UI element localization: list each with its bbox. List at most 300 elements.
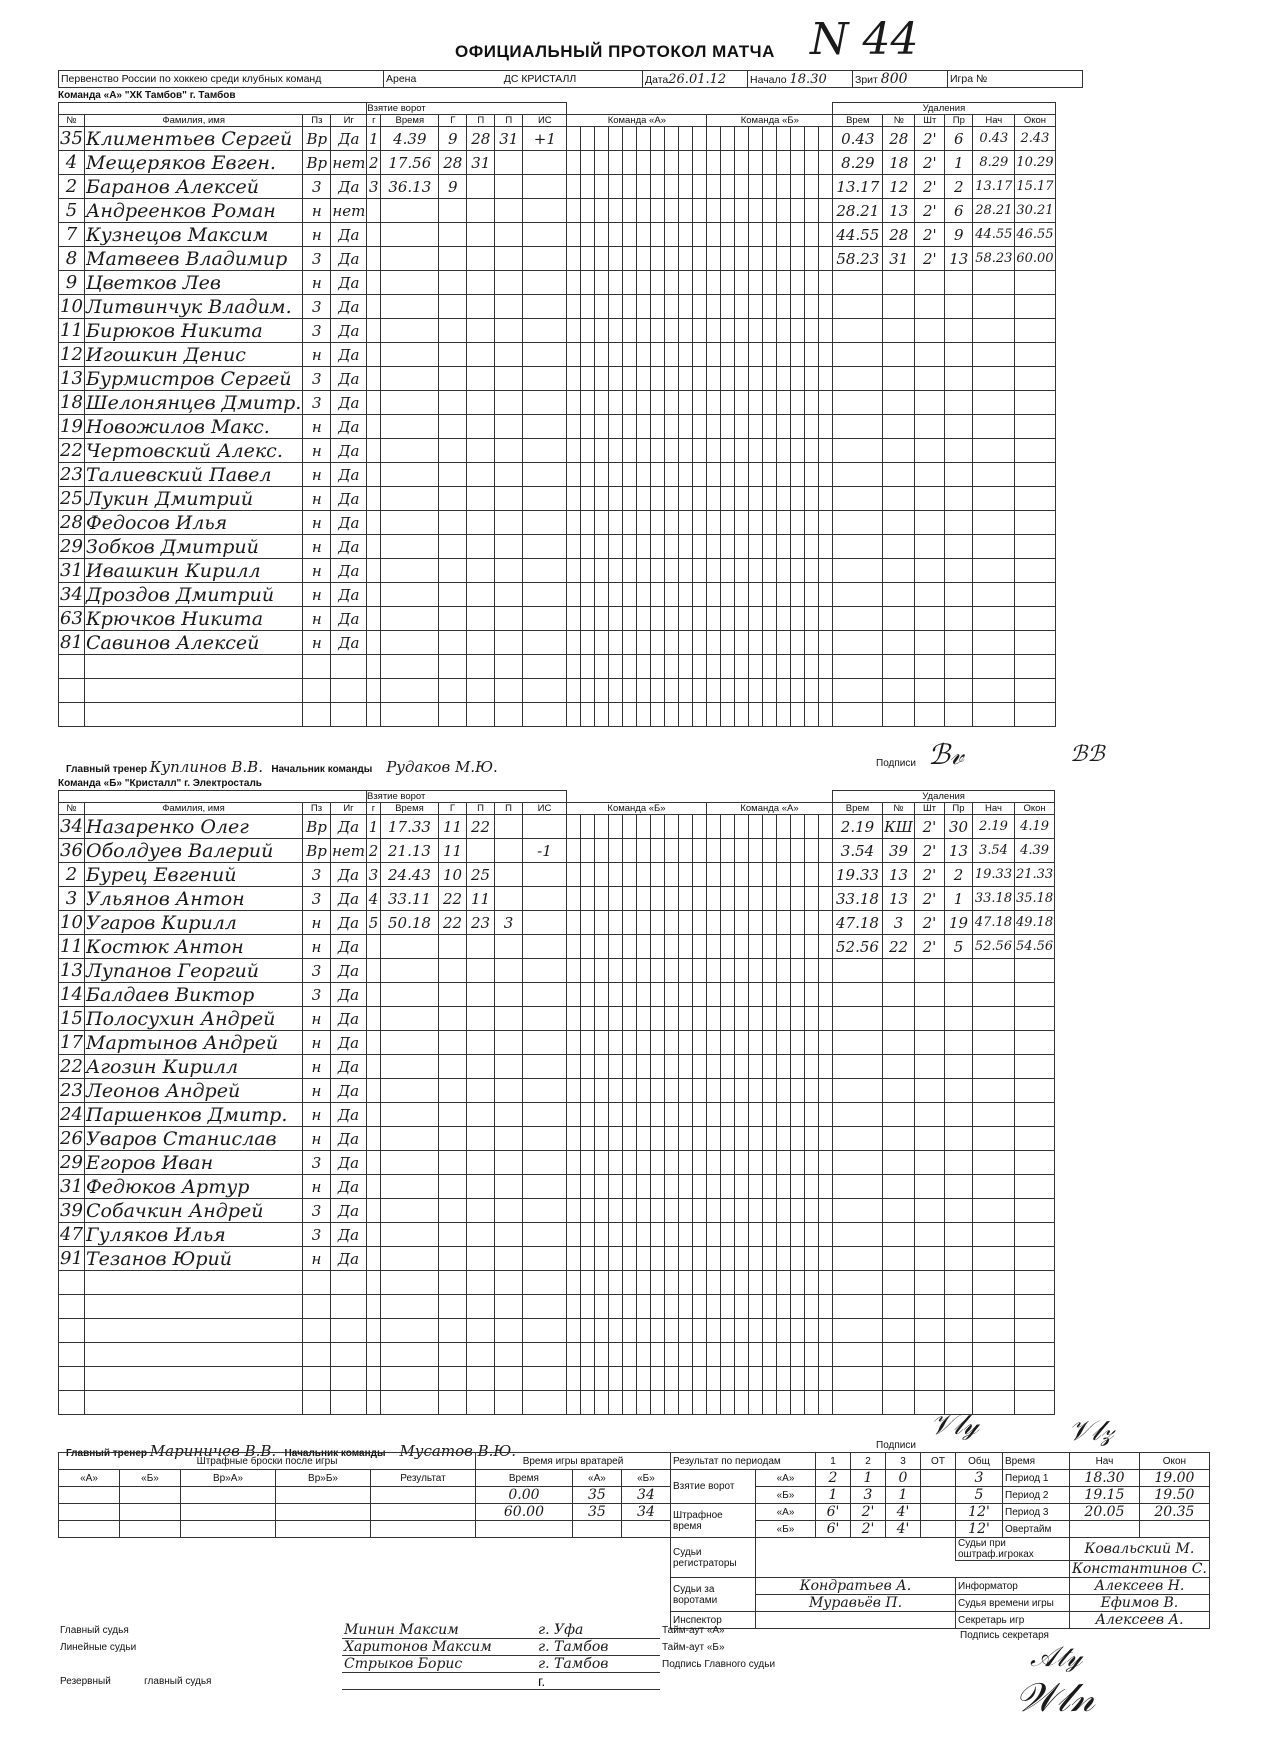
player-number: 19 [60,416,83,437]
team-b-col-G: Г [438,803,466,815]
penalty-reason: 1 [945,151,973,175]
goal-situation [523,175,567,199]
penalty-player [882,1055,914,1079]
player-position: н [303,223,331,247]
player-name [85,655,303,679]
goal-assist-1 [466,1199,494,1223]
penalty-player [882,1367,914,1391]
player-plays: Да [331,959,367,983]
goal-index [366,1031,380,1055]
player-position: н [303,1103,331,1127]
goal-scorer [439,343,467,367]
penalty-player [883,367,915,391]
player-name: Мещеряков Евген. [85,151,303,175]
player-name: Цветков Лев [85,271,303,295]
penalty-start: 2.19 [972,815,1014,839]
player-number: 8 [59,247,85,271]
goal-assist-2 [494,935,522,959]
goal-time [381,607,439,631]
goal-assist-2 [495,271,523,295]
team-b-row [59,1319,1055,1343]
team-b-col-plays: Иг [331,803,367,815]
player-number: 7 [59,223,85,247]
player-name: Климентьев Сергей [85,127,303,151]
team-b-chief: Мусатов В.Ю. [399,1442,517,1460]
goal-index: 3 [366,863,380,887]
player-number: 13 [60,368,83,389]
goal-time [380,1367,438,1391]
penalty-player [883,679,915,703]
goal-index [367,367,381,391]
penalty-judge-2: Константинов С. [1070,1561,1210,1578]
goal-index [367,535,381,559]
team-b-row [59,1079,1055,1103]
goal-assist-1 [467,679,495,703]
penalty-end: 15.17 [1015,175,1055,199]
penalty-minutes: 2' [914,911,944,935]
goal-situation [522,863,566,887]
player-number: 11 [60,320,83,341]
goal-assist-1 [466,983,494,1007]
gk-row-2-time: 60.00 [476,1504,573,1521]
penalty-time [832,1343,882,1367]
penalty-reason [945,583,973,607]
player-name: Ульянов Антон [85,887,303,911]
goal-time [381,439,439,463]
penalty-reason: 6 [945,127,973,151]
penalty-player [882,1319,914,1343]
goal-scorer [439,199,467,223]
goal-situation [523,655,567,679]
team-a-col-plays: Иг [331,115,367,127]
team-a-chief: Рудаков М.Ю. [386,758,498,776]
team-b-row [59,863,1055,887]
goal-scorer [438,1367,466,1391]
goal-assist-2 [495,655,523,679]
goal-time [380,1055,438,1079]
goal-time [380,983,438,1007]
goal-index [366,959,380,983]
player-number: 2 [59,175,85,199]
goal-time [381,391,439,415]
penalty-player [883,703,915,727]
player-plays: Да [331,935,367,959]
player-plays: Да [331,511,367,535]
player-position: н [303,511,331,535]
penalty-start [973,655,1015,679]
goal-time [380,1175,438,1199]
goal-scorer [439,487,467,511]
penalty-start [973,583,1015,607]
player-position: н [303,343,331,367]
summary-table [58,1452,1210,1629]
player-plays [331,655,367,679]
penalty-time [833,559,883,583]
team-a-col-pen-no: № [883,115,915,127]
player-number: 81 [60,632,83,653]
goal-assist-2 [495,319,523,343]
penalty-minutes [914,1151,944,1175]
penalty-start [972,1295,1014,1319]
referees-table [58,1622,814,1690]
player-number: 39 [60,1200,83,1221]
team-a-signature-2: ℬℬ [1070,742,1105,767]
goal-assist-2 [494,1343,522,1367]
penalty-reason [945,295,973,319]
player-position: 3 [303,863,331,887]
penalty-minutes: 2' [915,175,945,199]
goals-a-p2: 1 [851,1470,886,1487]
goal-situation [522,1175,566,1199]
penalty-end [1014,1319,1054,1343]
goal-assist-1 [466,959,494,983]
goal-scorer [438,1271,466,1295]
team-b-label: Команда «Б» "Кристалл" г. Электросталь [58,778,262,789]
goal-scorer [438,1247,466,1271]
goal-assist-1 [467,583,495,607]
goal-assist-2 [495,607,523,631]
penalty-reason: 9 [945,223,973,247]
goal-time: 17.33 [380,815,438,839]
penalty-end [1015,367,1055,391]
penalty-minutes [914,1175,944,1199]
goals-a-ot [921,1470,956,1487]
penalty-start [973,511,1015,535]
penalty-end [1014,1199,1054,1223]
team-b-col-pen-end: Окон [1014,803,1054,815]
pim-b-p3: 4' [886,1521,921,1538]
secretary-signature-label: Подпись секретаря [960,1630,1049,1641]
penalty-minutes [914,959,944,983]
penalty-minutes: 2' [915,199,945,223]
penalty-minutes [914,1319,944,1343]
penalty-minutes [914,1103,944,1127]
goal-situation [522,1319,566,1343]
goal-situation [522,1367,566,1391]
goal-index: 1 [366,815,380,839]
player-plays: Да [331,983,367,1007]
player-number: 3 [59,887,85,911]
goal-scorer [439,583,467,607]
referee-signature: 𝒲𝓁𝓃 [1015,1675,1095,1721]
goal-time [380,935,438,959]
goal-assist-1 [466,1223,494,1247]
penalty-player [882,1247,914,1271]
penalty-time: 13.17 [833,175,883,199]
goal-time [381,343,439,367]
goal-assist-1 [467,343,495,367]
referee-city: г. Уфа [536,1622,660,1639]
player-name: Леонов Андрей [85,1079,303,1103]
player-plays: Да [331,863,367,887]
penalty-reason [945,487,973,511]
penalty-time [832,1127,882,1151]
player-name [85,703,303,727]
goal-assist-1 [466,1271,494,1295]
penalty-end [1015,583,1055,607]
team-a-row [59,175,1056,199]
player-position: 3 [303,1199,331,1223]
team-b-row [59,959,1055,983]
penalty-time [833,535,883,559]
penalty-end: 46.55 [1015,223,1055,247]
penalty-minutes [915,391,945,415]
timeout-b-label: Тайм-аут «Б» [662,1641,725,1653]
penalty-time [832,1271,882,1295]
penalty-minutes [914,1271,944,1295]
penalty-start [973,631,1015,655]
player-plays: Да [331,1151,367,1175]
goal-index [367,631,381,655]
game-number-handwritten: N 44 [810,14,919,65]
penalty-minutes: 2' [914,887,944,911]
player-plays: Да [331,1055,367,1079]
penalty-time [832,1319,882,1343]
team-b-row [59,983,1055,1007]
penalty-end [1015,559,1055,583]
goal-situation [523,415,567,439]
team-b-row [59,1247,1055,1271]
penalty-player: 13 [883,199,915,223]
gk-row-2-b: 34 [621,1504,670,1521]
goal-assist-1 [466,1031,494,1055]
penalty-start [972,1103,1014,1127]
goal-situation: +1 [523,127,567,151]
player-name: Крючков Никита [85,607,303,631]
penalty-end [1014,1343,1054,1367]
team-a-col-G: Г [439,115,467,127]
goal-scorer [438,1151,466,1175]
gk-row-1-a: 35 [572,1487,621,1504]
penalty-minutes [915,583,945,607]
player-plays: нет [331,839,367,863]
goal-assist-2 [494,1079,522,1103]
team-b-row [59,1295,1055,1319]
goal-assist-2 [495,631,523,655]
goal-scorer: 22 [438,887,466,911]
penalty-player [883,391,915,415]
penalty-reason [944,1055,972,1079]
goal-situation [522,887,566,911]
player-number: 29 [60,1152,83,1173]
goal-index [366,1055,380,1079]
team-a-row [59,247,1056,271]
goal-assist-2 [494,959,522,983]
penalty-minutes [915,271,945,295]
period-2-end: 19.50 [1139,1487,1209,1504]
player-number [59,703,85,727]
player-number [59,1343,85,1367]
goal-scorer [438,1223,466,1247]
player-name [85,1343,303,1367]
goal-assist-1 [466,1391,494,1415]
penalty-reason: 30 [944,815,972,839]
team-b-col-IS: ИС [522,803,566,815]
pim-row-a: «А» [756,1504,816,1521]
player-position [303,1295,331,1319]
goal-time [380,1343,438,1367]
team-b-coach-label: Главный тренер [66,1448,148,1459]
shootout-a: «А» [59,1470,120,1487]
penalty-end [1015,655,1055,679]
goal-time [380,1319,438,1343]
penalty-time: 19.33 [832,863,882,887]
goal-time [380,1127,438,1151]
goal-time: 36.13 [381,175,439,199]
penalty-player: 13 [882,863,914,887]
player-plays: Да [331,887,367,911]
penalty-start: 33.18 [972,887,1014,911]
penalty-reason [944,1247,972,1271]
penalty-time [833,631,883,655]
penalty-time [833,319,883,343]
team-a-label: Команда «А» "ХК Тамбов" г. Тамбов [58,90,236,101]
goal-scorer [438,1127,466,1151]
penalty-reason [945,415,973,439]
goal-scorer [439,631,467,655]
penalty-time [832,1031,882,1055]
team-b-signature-2: 𝒱𝓁𝓏 [1068,1414,1114,1447]
goal-index [367,607,381,631]
goal-assist-2 [495,703,523,727]
team-b-row [59,839,1055,863]
player-plays: Да [331,391,367,415]
penalty-time [832,1367,882,1391]
penalty-player: 28 [883,127,915,151]
goal-time [380,1271,438,1295]
overtime-start [1070,1521,1140,1538]
goal-scorer [438,1175,466,1199]
player-plays: Да [331,1175,367,1199]
penalty-start [973,607,1015,631]
penalty-reason [944,1031,972,1055]
player-position: н [303,415,331,439]
player-position: Вр [303,127,331,151]
player-name: Чертовский Алекс. [85,439,303,463]
goal-scorer [439,511,467,535]
player-plays [331,1367,367,1391]
penalty-end: 60.00 [1015,247,1055,271]
player-number [59,1271,85,1295]
goal-assist-2 [494,1367,522,1391]
overtime-end [1139,1521,1209,1538]
player-number: 31 [60,560,83,581]
goal-scorer [439,703,467,727]
goal-situation [523,295,567,319]
player-number: 12 [60,344,83,365]
team-a-row [59,607,1056,631]
goal-situation [523,367,567,391]
player-number: 17 [60,1032,83,1053]
player-number [59,679,85,703]
goal-assist-2 [494,1127,522,1151]
player-plays: Да [331,415,367,439]
goal-situation [522,935,566,959]
penalty-start [972,1055,1014,1079]
penalty-start: 3.54 [972,839,1014,863]
team-b-row [59,1343,1055,1367]
goal-scorer [439,247,467,271]
goal-index [366,1391,380,1415]
penalty-start [972,1343,1014,1367]
penalty-reason [944,959,972,983]
goal-time [380,1031,438,1055]
penalty-player [882,1343,914,1367]
penalty-player [882,1151,914,1175]
team-a-col-name: Фамилия, имя [85,115,303,127]
penalty-end [1014,1103,1054,1127]
goal-assist-1 [467,295,495,319]
team-a-col-IS: ИС [523,115,567,127]
team-a-row [59,391,1056,415]
team-b-coach: Мариничев В.В. [149,1442,277,1460]
penalty-minutes [914,1031,944,1055]
goal-scorer [438,935,466,959]
goal-assist-1 [467,511,495,535]
goal-index [367,679,381,703]
player-position [303,1391,331,1415]
player-name: Лукин Дмитрий [85,487,303,511]
gk-b-col: «Б» [621,1470,670,1487]
linesman-1-city: г. Тамбов [536,1639,660,1656]
goal-situation: -1 [522,839,566,863]
team-b-row [59,815,1055,839]
penalty-end [1015,415,1055,439]
team-a-row [59,271,1056,295]
player-position: 3 [303,367,331,391]
penalty-minutes [914,1295,944,1319]
date-value: 26.01.12 [668,71,727,87]
penalty-minutes [914,1007,944,1031]
player-name: Угаров Кирилл [85,911,303,935]
player-number: 14 [60,984,83,1005]
goal-situation [523,199,567,223]
goal-situation [523,487,567,511]
team-b-goals-header: Взятие ворот [366,791,566,803]
goal-time [380,1007,438,1031]
team-b-row [59,1127,1055,1151]
team-a-row [59,151,1056,175]
goal-scorer [438,1055,466,1079]
penalty-start [972,1271,1014,1295]
penalty-time [832,1055,882,1079]
player-number [59,655,85,679]
penalty-time: 2.19 [832,815,882,839]
penalty-reason [945,343,973,367]
player-position [303,1367,331,1391]
goal-time [381,367,439,391]
player-name: Дроздов Дмитрий [85,583,303,607]
penalty-minutes [915,295,945,319]
goal-situation [522,1343,566,1367]
team-a-coach: Куплинов В.В. [149,758,263,776]
penalty-end [1014,1295,1054,1319]
player-name: Бирюков Никита [85,319,303,343]
player-position: 3 [303,247,331,271]
player-name: Егоров Иван [85,1151,303,1175]
goal-time [380,1151,438,1175]
goal-assist-1 [466,1319,494,1343]
team-a-coach-line [66,758,498,776]
player-plays: Да [331,247,367,271]
penalty-reason [944,1007,972,1031]
goal-index: 2 [366,839,380,863]
goal-scorer [439,559,467,583]
team-a-row [59,703,1056,727]
period-3-end: 20.35 [1139,1504,1209,1521]
team-b-chief-label: Начальник команды [284,1448,386,1459]
player-number: 2 [59,863,85,887]
